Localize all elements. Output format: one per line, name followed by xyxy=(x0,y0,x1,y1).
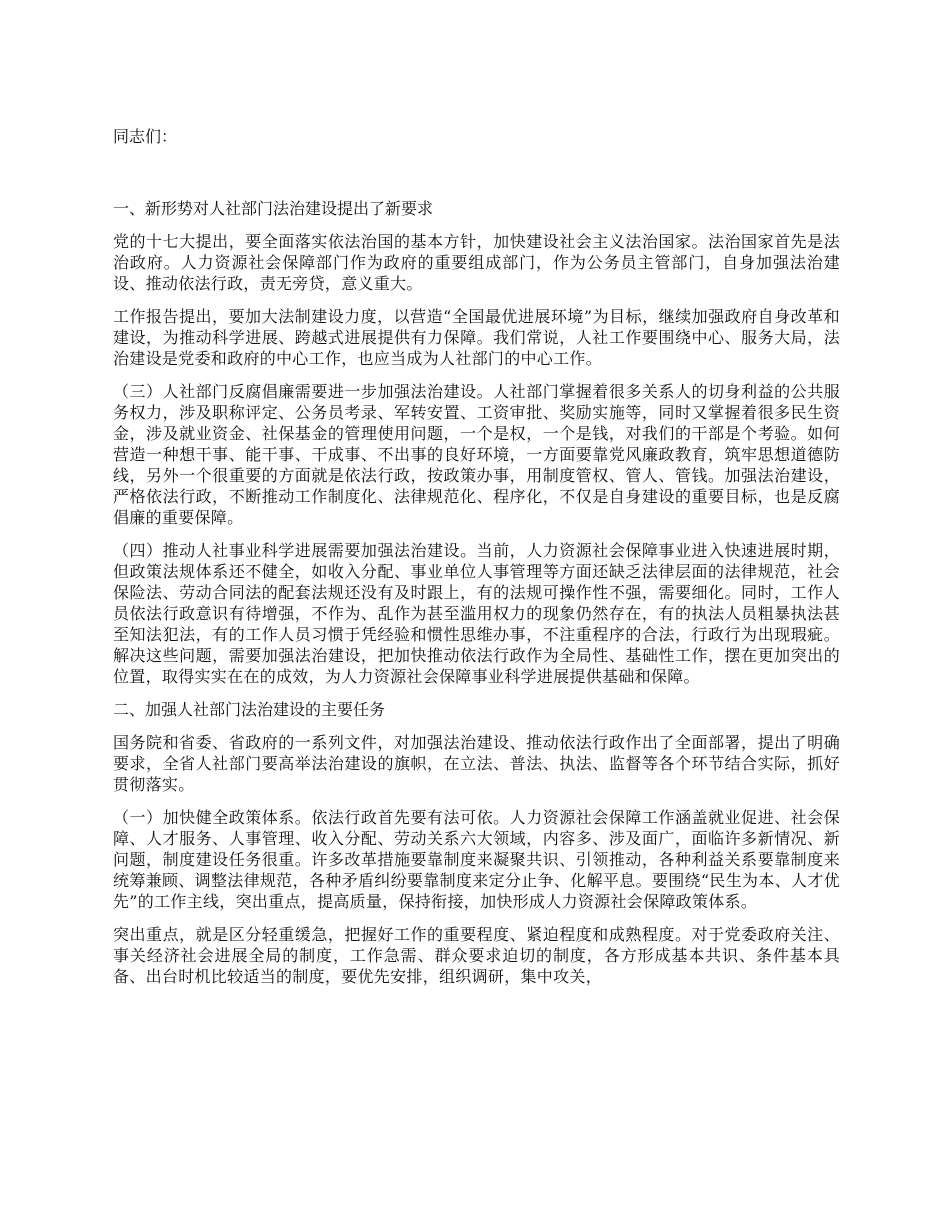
paragraph: （一）加快健全政策体系。依法行政首先要有法可依。人力资源社会保障工作涵盖就业促进、社会保障、人才服务、人事管理、收入分配、劳动关系六大领域，内容多、涉及面广，面临许多新情况、新问题，制度建设任务很重。许多改革措施要靠制度来凝聚共识、引领推动，各种利益关系要靠制度来统筹兼顾、调整法律规范，各种矛盾纠纷要靠制度来定分止争、化解平息。要围绕“民生为本、人才优先”的工作主线，突出重点，提高质量，保持衔接，加快形成人力资源社会保障政策体系。 xyxy=(113,808,840,911)
section-heading-1: 一、新形势对人社部门法治建设提出了新要求 xyxy=(113,199,434,218)
section-heading-2: 二、加强人社部门法治建设的主要任务 xyxy=(113,700,386,719)
paragraph: 党的十七大提出，要全面落实依法治国的基本方针，加快建设社会主义法治国家。法治国家首先是法治政府。人力资源社会保障部门作为政府的重要组成部门，作为公务员主管部门，自身加强法治建设、推动依法行政，责无旁贷，意义重大。 xyxy=(113,232,840,293)
greeting: 同志们： xyxy=(113,127,178,146)
paragraph: （三）人社部门反腐倡廉需要进一步加强法治建设。人社部门掌握着很多关系人的切身利益的公共服务权力，涉及职称评定、公务员考录、军转安置、工资审批、奖励实施等，同时又掌握着很多民生资金，涉及就业资金、社保基金的管理使用问题，一个是权，一个是钱，对我们的干部是个考验。如何营造一种想干事、能干事、干成事、不出事的良好环境，一方面要靠党风廉政教育，筑牢思想道德防线，另外一个很重要的方面就是依法行政，按政策办事，用制度管权、管人、管钱。加强法治建设，严格依法行政，不断推动工作制度化、法律规范化、程序化，不仅是自身建设的重要目标，也是反腐倡廉的重要保障。 xyxy=(113,382,840,527)
document-body xyxy=(113,198,840,999)
paragraph: 工作报告提出，要加大法制建设力度，以营造“全国最优进展环境”为目标，继续加强政府自身改革和建设，为推动科学进展、跨越式进展提供有力保障。我们常说，人社工作要围绕中心、服务大局，法治建设是党委和政府的中心工作，也应当成为人社部门的中心工作。 xyxy=(113,307,840,368)
paragraph: （四）推动人社事业科学进展需要加强法治建设。当前，人力资源社会保障事业进入快速进展时期，但政策法规体系还不健全，如收入分配、事业单位人事管理等方面还缺乏法律层面的法律规范，社会保险法、劳动合同法的配套法规还没有及时跟上，有的法规可操作性不强，需要细化。同时，工作人员依法行政意识有待增强，不作为、乱作为甚至滥用权力的现象仍然存在，有的执法人员粗暴执法甚至知法犯法，有的工作人员习惯于凭经验和惯性思维办事，不注重程序的合法，行政行为出现瑕疵。解决这些问题，需要加强法治建设，把加快推动依法行政作为全局性、基础性工作，摆在更加突出的位置，取得实实在在的成效，为人力资源社会保障事业科学进展提供基础和保障。 xyxy=(113,541,840,686)
paragraph: 国务院和省委、省政府的一系列文件，对加强法治建设、推动依法行政作出了全面部署，提出了明确要求，全省人社部门要高举法治建设的旗帜，在立法、普法、执法、监督等各个环节结合实际，抓好贯彻落实。 xyxy=(113,733,840,794)
paragraph: 突出重点，就是区分轻重缓急，把握好工作的重要程度、紧迫程度和成熟程度。对于党委政府关注、事关经济社会进展全局的制度，工作急需、群众要求迫切的制度，各方形成基本共识、条件基本具备、出台时机比较适当的制度，要优先安排，组织调研，集中攻关， xyxy=(113,925,840,986)
